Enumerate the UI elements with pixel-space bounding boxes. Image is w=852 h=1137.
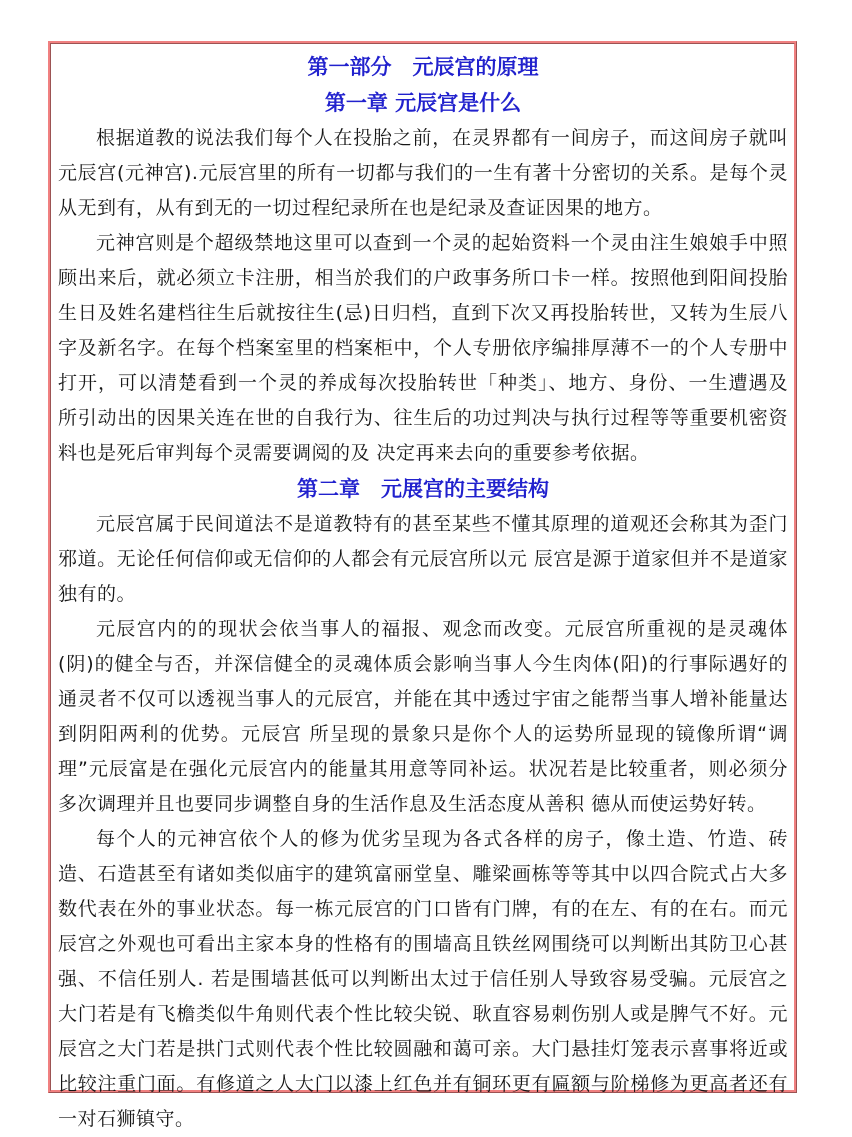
chapter-2-paragraph-3: 每个人的元神宫依个人的修为优劣呈现为各式各样的房子，像土造、竹造、砖造、石造甚至有诸如类似庙宇的建筑富丽堂皇、雕梁画栋等等其中以四合院式占大多数代表在外的事业状态。每一栋元辰宫的门口皆有门牌，有的在左、有的在右。而元辰宫之外观也可看出主家本身的性格有的围墙高且铁丝网围绕可以判断出其防卫心甚强、不信任别人. 若是围墙甚低可以判断出太过于信任别人导致容易受骗。元辰宫之大门若是有飞檐类似牛角则代表个性比较尖锐、耿直容易刺伤别人或是脾气不好。元辰宫之大门若是拱门式则代表个性比较圆融和蔼可亲。大门悬挂灯笼表示喜事将近或比较注重门面。有修道之人大门以漆上红色并有铜环更有匾额与阶梯修为更高者还有一对石狮镇守。 [58,828,788,1130]
page-border-frame [48,41,797,1130]
chapter-1-paragraph-1: 根据道教的说法我们每个人在投胎之前，在灵界都有一间房子，而这间房子就叫元辰宫(元神宫).元辰宫里的所有一切都与我们的一生有著十分密切的关系。是每个灵从无到有，从有到无的一切过程纪录所在也是纪录及查证因果的地方。 [58,127,788,219]
chapter-1-title: 第一章 元辰宫是什么 [324,91,522,115]
chapter-2-title: 第二章 元展宫的主要结构 [297,477,549,501]
part-title: 第一部分 元辰宫的原理 [307,55,539,79]
chapter-2-paragraph-2: 元辰宫内的的现状会依当事人的福报、观念而改变。元辰宫所重视的是灵魂体(阴)的健全与否，并深信健全的灵魂体质会影响当事人今生肉体(阳)的行事际遇好的通灵者不仅可以透视当事人的元辰宫，并能在其中透过宇宙之能帮当事人增补能量达到阴阳两利的优势。元辰宫 所呈现的景象只是你个人的运势所显现的镜像所谓“调理”元辰富是在强化元辰宫内的能量其用意等同补运。状况若是比较重者，则必须分多次调理并且也要同步调整自身的生活作息及生活态度从善积 德从而使运势好转。 [58,618,788,815]
chapter-2-paragraph-1: 元辰宫属于民间道法不是道教特有的甚至某些不懂其原理的道观还会称其为歪门邪道。无论任何信仰或无信仰的人都会有元辰宫所以元 辰宫是源于道家但并不是道家独有的。 [58,513,788,605]
chapter-1-paragraph-2: 元神宫则是个超级禁地这里可以查到一个灵的起始资料一个灵由注生娘娘手中照顾出来后，就必须立卡注册，相当於我们的户政事务所口卡一样。按照他到阳间投胎生日及姓名建档往生后就按往生(忌)日归档，直到下次又再投胎转世，又转为生辰八字及新名字。在每个档案室里的档案柜中，个人专册依序编排厚薄不一的个人专册中打开，可以清楚看到一个灵的养成每次投胎转世「种类」、地方、身份、一生遭遇及所引动出的因果关连在世的自我行为、往生后的功过判决与执行过程等等重要机密资料也是死后审判每个灵需要调阅的及 决定再来去向的重要参考依据。 [58,232,788,464]
